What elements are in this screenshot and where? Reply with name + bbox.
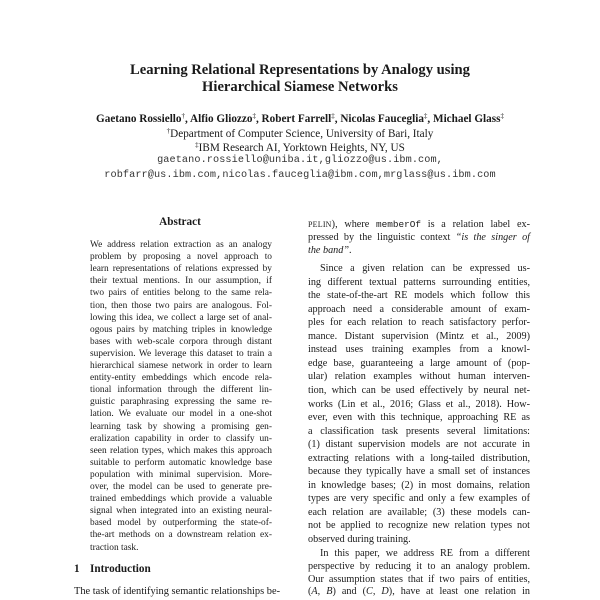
body-text-line: works (Lin et al., 2016; Glass et al., 2018). How- bbox=[308, 398, 530, 410]
body-text-line: Our assumption states that if two pairs of entities, bbox=[308, 574, 530, 585]
body-text-line: approach need a considerable amount of exam- bbox=[308, 303, 530, 315]
code-term: memberOf bbox=[376, 219, 422, 230]
text-span: ( bbox=[308, 586, 312, 597]
body-text-line: edge base, guaranteeing a large amount of (pop- bbox=[308, 357, 530, 369]
body-text-line: perspective by reducing it to an analogy problem. bbox=[308, 561, 530, 572]
body-text-line: population with minimal supervision. More- bbox=[90, 469, 272, 480]
section-heading bbox=[74, 563, 151, 575]
body-text-line: lation. We evaluate our model in a one-shot bbox=[90, 409, 272, 420]
math-variable: A, B bbox=[311, 586, 333, 597]
text-span: ), have at least one relation in bbox=[388, 586, 530, 597]
body-text-line: traction task. bbox=[90, 542, 139, 553]
body-text-line: extracting relations with a long-tailed distribution, bbox=[308, 452, 530, 464]
body-text-line: In this paper, we address RE from a different bbox=[320, 548, 530, 559]
body-text-line: learn representations of relations expressed by bbox=[90, 264, 272, 275]
author-separator: , bbox=[334, 113, 341, 125]
affiliation-text: IBM Research AI, Yorktown Heights, NY, US bbox=[198, 142, 405, 154]
affiliation-mark: ‡ bbox=[500, 112, 504, 120]
email-line: gaetano.rossiello@uniba.it,gliozzo@us.ibm.com, bbox=[157, 155, 443, 166]
body-text-line: types are very specific and only a few examples of bbox=[308, 493, 530, 505]
text-span: . bbox=[349, 245, 352, 256]
body-text-line: ogous pairs by matching triples in knowledge bbox=[90, 324, 272, 335]
section-title: Introduction bbox=[90, 563, 151, 575]
body-text-line: in knowledge bases; (2) in most domains, relation bbox=[308, 479, 530, 491]
quoted-context: “is the singer of bbox=[455, 232, 530, 243]
body-text-line: ular) relation examples without human interven- bbox=[308, 371, 530, 383]
title-line: Hierarchical Siamese Networks bbox=[202, 79, 398, 95]
body-text-line: seen relation types, which makes this approach bbox=[90, 445, 272, 456]
author-separator: , bbox=[185, 113, 190, 125]
affiliation-line bbox=[40, 138, 560, 155]
section-number: 1 bbox=[74, 563, 80, 575]
affiliation-mark: † bbox=[166, 127, 171, 135]
body-text-line: hierarchical siamese network in order to learn bbox=[90, 361, 272, 371]
paper-title bbox=[60, 62, 540, 96]
body-text-line: bases with web-scale corpora through distant bbox=[90, 336, 272, 347]
body-text-line bbox=[308, 218, 530, 231]
body-text-line: the-art methods on a downstream relation ex- bbox=[90, 530, 272, 541]
body-text-line: tional information through the different lin- bbox=[90, 385, 272, 396]
body-text-line: their textual mentions. In our assumption, if bbox=[90, 276, 272, 287]
quoted-context: the band” bbox=[308, 245, 350, 256]
body-text-line: the state-of-the-art RE models which follow this bbox=[308, 290, 530, 302]
affiliation-mark: ‡ bbox=[252, 112, 256, 120]
affiliation-mark: ‡ bbox=[423, 112, 428, 120]
body-text-line: We address relation extraction as an analogy bbox=[90, 240, 272, 250]
entity-name: PELIN bbox=[308, 220, 332, 229]
affiliation-mark: ‡ bbox=[331, 112, 335, 120]
author-name: Robert Farrell bbox=[261, 113, 332, 125]
affiliation-mark: † bbox=[181, 112, 186, 120]
author-name: Michael Glass bbox=[433, 113, 501, 125]
body-text-line: eralization capability in order to classify un- bbox=[90, 433, 272, 444]
body-text-line: lowing this idea, we collect a large set of anal- bbox=[90, 312, 272, 323]
body-text-line: not be applied to recognize new relation types not bbox=[308, 520, 530, 532]
text-span: ), where bbox=[331, 219, 376, 230]
body-text-line: (1) distant supervision models are not accurate in bbox=[308, 439, 530, 451]
author-separator: , bbox=[255, 113, 262, 125]
body-text-line: learning task by showing a promising gen- bbox=[90, 421, 272, 432]
body-text-line: ever, even with this technique, approaching RE as bbox=[308, 412, 530, 424]
body-text-line: instead uses training examples from a knowl- bbox=[308, 344, 530, 356]
author-name: Alfio Gliozzo bbox=[190, 113, 253, 125]
body-text-line: suitable to perform automatic knowledge base bbox=[90, 457, 272, 468]
body-text-line: observed during training. bbox=[308, 534, 411, 545]
body-text-line: trained embeddings which provide a valuable bbox=[90, 494, 272, 505]
body-text-line: problem by proposing a novel approach to bbox=[90, 252, 272, 263]
body-text-line: over, the model can be used to generate pre- bbox=[90, 482, 272, 492]
body-text-line: two pairs of entities belong to the same rela- bbox=[90, 288, 272, 299]
email-line: robfarr@us.ibm.com,nicolas.fauceglia@ibm.com,mrglass@us.ibm.com bbox=[104, 170, 496, 181]
body-text-line: Since a given relation can be expressed us- bbox=[320, 263, 530, 274]
body-text-line: tion, which can be used effectively by neural net- bbox=[308, 384, 530, 396]
body-text-line: guistic paraphrasing expressing the same re- bbox=[90, 397, 272, 408]
body-text-line: ing different textual patterns surrounding entities, bbox=[308, 276, 530, 288]
text-span: ) and ( bbox=[332, 586, 367, 597]
title-line: Learning Relational Representations by Analogy using bbox=[130, 62, 470, 78]
body-text-line bbox=[308, 231, 530, 244]
author-name: Gaetano Rossiello bbox=[96, 113, 182, 125]
abstract-heading: Abstract bbox=[159, 216, 201, 228]
body-text-line: entity-entity embeddings which encode rela- bbox=[90, 373, 272, 384]
body-text-line: signal when integrated into an existing neural- bbox=[90, 506, 272, 517]
body-text-line: supervision. We leverage this dataset to train a bbox=[90, 348, 272, 359]
text-span: pressed by the linguistic context bbox=[308, 232, 456, 243]
affiliation-text: Department of Computer Science, University of Bari, Italy bbox=[170, 128, 434, 140]
body-text-line: based model by outperforming the state-of- bbox=[90, 518, 272, 529]
body-text-line bbox=[308, 585, 530, 598]
body-text-line: a classification task presents several limitations: bbox=[308, 425, 530, 437]
body-text-line: The task of identifying semantic relationships be- bbox=[74, 586, 281, 597]
body-text-line: tion, then those two pairs are analogous. Fol- bbox=[90, 300, 272, 311]
body-text-line: mance. Distant supervision (Mintz et al., 2009) bbox=[308, 330, 530, 342]
author-name: Nicolas Fauceglia bbox=[340, 113, 424, 125]
body-text-line: ples for each relation to reach satisfactory perfor- bbox=[308, 317, 530, 329]
affiliation-mark: ‡ bbox=[195, 141, 199, 149]
body-text-line: each relation are available; (3) these models can- bbox=[308, 506, 530, 518]
text-span: is a relation label ex- bbox=[421, 219, 530, 230]
body-text-line: because they typically have a small set of instances bbox=[308, 466, 530, 478]
math-variable: C, D bbox=[366, 586, 389, 597]
author-separator: , bbox=[427, 113, 434, 125]
body-text-line bbox=[308, 244, 530, 257]
